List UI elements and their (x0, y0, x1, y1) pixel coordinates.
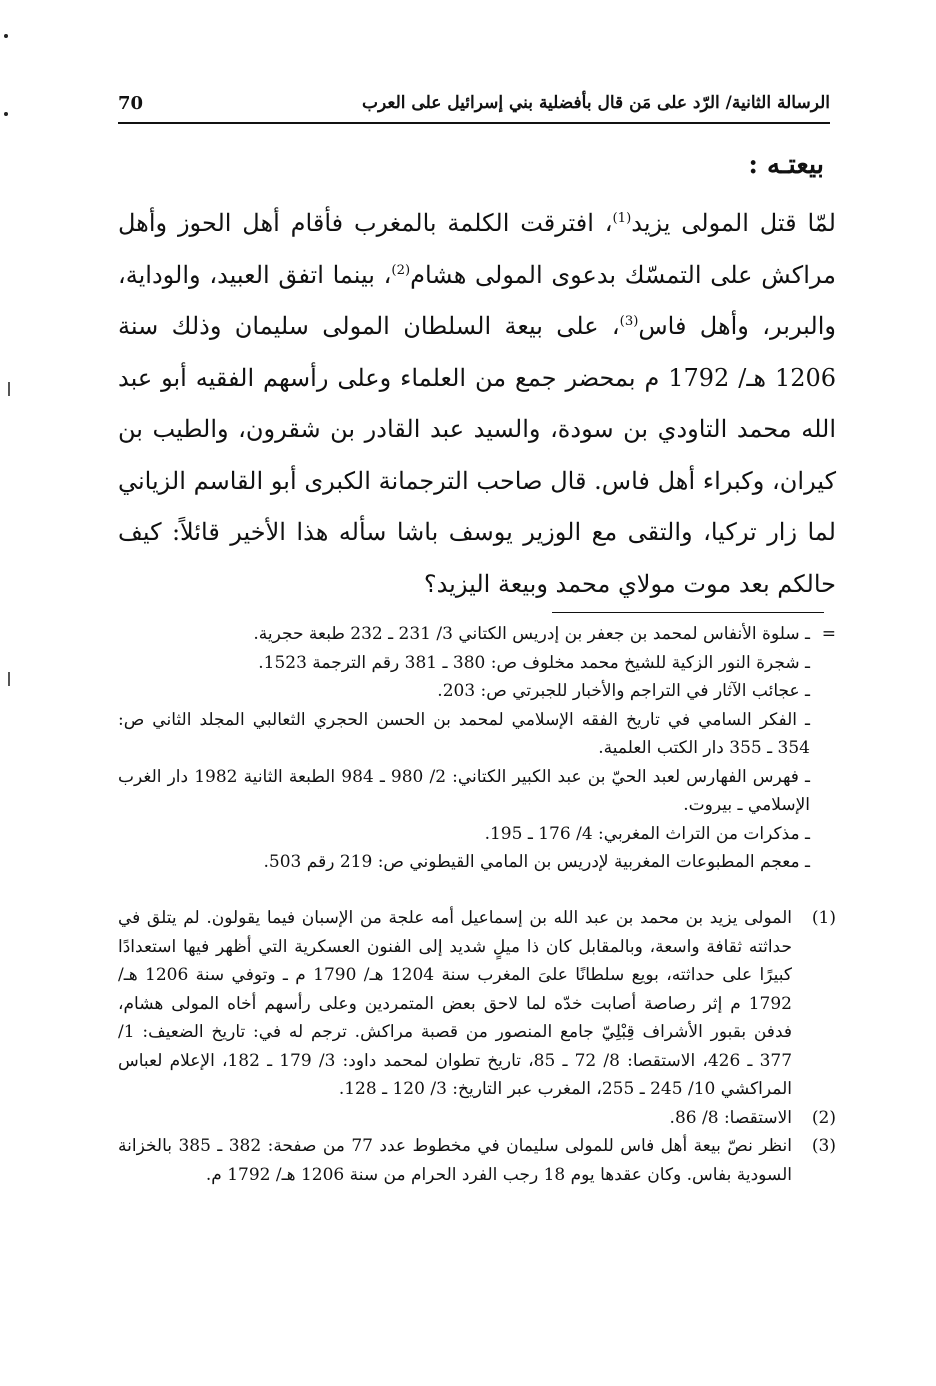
main-text-part: ، على بيعة السلطان المولى سليمان وذلك سنة 1206 هـ/ 1792 م بمحضر جمع من العلماء وعلى رأسهم الفقيه أبو عبد الله محمد التاودي بن سودة، والسيد عبد القادر بن شقرون، والطيب بن كيران، وكبراء أهل فاس. قال صاحب الترجمانة الكبرى أبو القاسم الزياني لما زار تركيا، والتقى مع الوزير يوسف باشا سأله هذا الأخير قائلاً: كيف حالكم بعد موت مولاي محمد وبيعة اليزيد؟ (118, 312, 837, 598)
reference-item (118, 820, 836, 849)
header-rule (118, 122, 830, 124)
footnote-ref-3: (3) (619, 314, 639, 329)
main-text-part: ، افترقت الكلمة بالمغرب فأقام أهل الحوز وأهل مراكش على التمسّك بدعوى المولى هشام (118, 209, 836, 289)
reference-item (118, 649, 836, 678)
running-header (118, 86, 830, 120)
footnote-number: (2) (811, 1107, 836, 1128)
reference-item (118, 620, 836, 649)
footnote-rule (552, 612, 824, 613)
footnote-text: الاستقصا: 8/ 86. (669, 1107, 792, 1128)
main-text-part: لمّا قتل المولى يزيد (631, 209, 836, 237)
footnote (118, 1104, 836, 1133)
footnotes-list (118, 904, 836, 1189)
margin-mark (8, 382, 10, 396)
reference-text: ـ عجائب الآثار في التراجم والأخبار للجبرتي ص: 203. (437, 681, 810, 701)
reference-text: ـ شجرة النور الزكية للشيخ محمد مخلوف ص: 380 ـ 381 رقم الترجمة 1523. (258, 652, 810, 673)
reference-text: ـ فهرس الفهارس لعبد الحيّ بن عبد الكبير الكتاني: 2/ 980 ـ 984 الطبعة الثانية 1982 دار الغرب الإسلامي ـ بيروت. (118, 766, 810, 815)
footnote-ref-1: (1) (612, 211, 632, 226)
reference-item (118, 706, 836, 763)
reference-text: ـ سلوة الأنفاس لمحمد بن جعفر بن إدريس الكتاني 3/ 231 ـ 232 طبعة حجرية. (253, 624, 810, 644)
margin-mark (4, 112, 8, 116)
reference-item (118, 677, 836, 706)
footnote (118, 1132, 836, 1189)
footnote-text: انظر نصّ بيعة أهل فاس للمولى سليمان في مخطوط عدد 77 من صفحة: 382 ـ 385 بالخزانة السودية بفاس. وكان عقدها يوم 18 رجب الفرد الحرام من سنة 1206 هـ/ 1792 م. (118, 1136, 793, 1185)
reference-text: ـ معجم المطبوعات المغربية لإدريس بن المامي القيطوني ص: 219 رقم 503. (263, 852, 810, 872)
continuation-mark: = (821, 624, 836, 644)
footnote-number: (1) (811, 908, 836, 928)
running-title: الرسالة الثانية/ الرّد على مَن قال بأفضلية بني إسرائيل على العرب (362, 93, 830, 113)
page-number: 70 (118, 92, 144, 114)
section-title: بيعتـه : (748, 150, 824, 180)
main-text-part: ، بينما اتفق العبيد، والوداية، والبربر، وأهل فاس (118, 260, 836, 340)
reference-text: ـ مذكرات من التراث المغربي: 4/ 176 ـ 195. (484, 823, 810, 844)
footnote-text: المولى يزيد بن محمد بن عبد الله بن إسماعيل أمه علجة من الإسبان فيما يقولون. لم يتلق في حداثته ثقافة واسعة، وبالمقابل كان ذا ميلٍ شديد إلى الفنون العسكرية التي أظهر فيها استعدادًا كبيرًا على حداثته، بويع سلطانًا علىَ المغرب سنة 1204 هـ/ 1790 م ـ وتوفي سنة 1206 هـ/ 1792 م إثر رصاصة أصابت خدّه لما لاحق بعض المتمردين وعلى رأسهم أخاه المولى هشام، فدفن بقبور الأشراف قِبْلِيّ جامع المنصور من قصبة مراكش. ترجم له في: تاريخ الضعيف: 1/ 377 ـ 426، الاستقصا: 8/ 72 ـ 85، تاريخ تطوان لمحمد داود: 3/ 179 ـ 182، الإعلام لعباس المراكشي 10/ 245 ـ 255، المغرب عبر التاريخ: 3/ 120 ـ 128. (118, 908, 793, 1099)
references-list (118, 620, 836, 877)
footnote-ref-2: (2) (391, 262, 411, 278)
footnote (118, 904, 836, 1104)
margin-mark (4, 34, 8, 38)
footnote-number: (3) (811, 1136, 836, 1156)
reference-item (118, 763, 836, 820)
reference-text: ـ الفكر السامي في تاريخ الفقه الإسلامي لمحمد بن الحسن الحجري الثعالبي المجلد الثاني ص: 354 ـ 355 دار الكتب العلمية. (118, 709, 810, 758)
main-paragraph (118, 198, 836, 610)
margin-mark (8, 672, 10, 686)
reference-item (118, 848, 836, 877)
